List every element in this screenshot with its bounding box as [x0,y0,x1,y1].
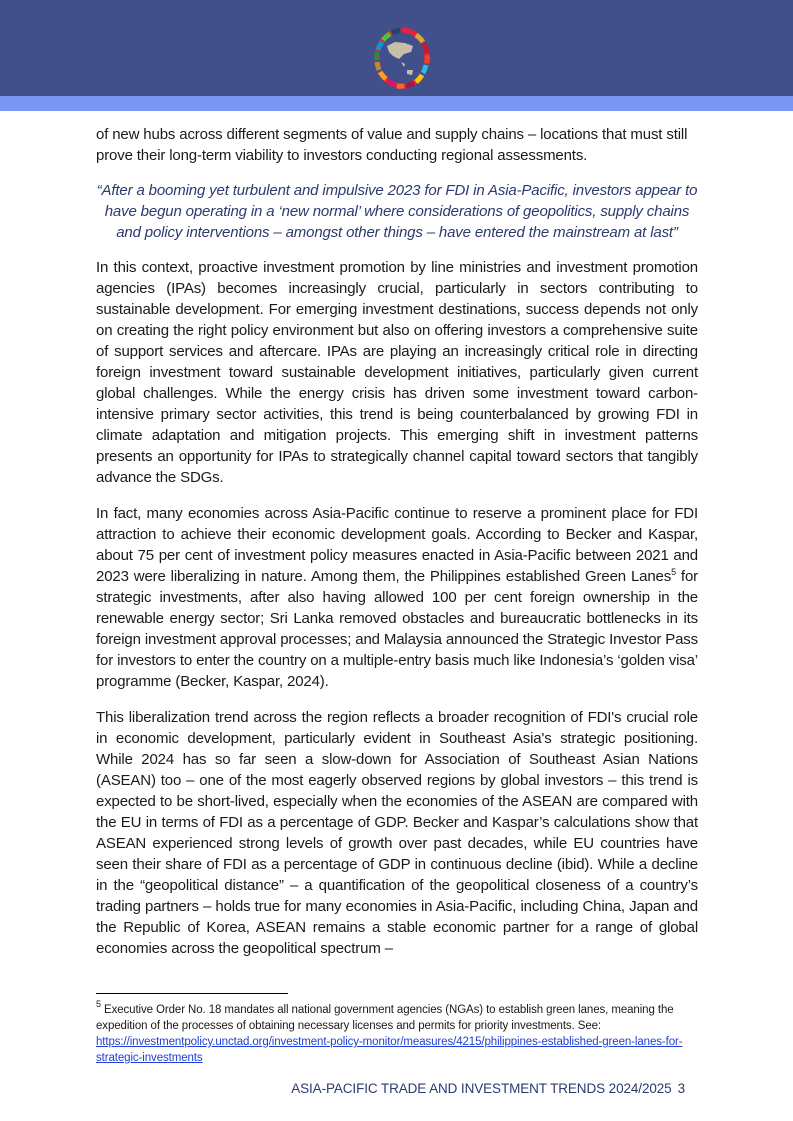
footnote-link[interactable]: https://investmentpolicy.unctad.org/investment-policy-monitor/measures/4215/philippines-established-green-lanes-for-strategic-investments [96,1036,683,1064]
paragraph-asean-trend: This liberalization trend across the region reflects a broader recognition of FDI's crucial role in economic development, particularly evident in Southeast Asia's strategic positioning. While 2024 has so far seen a slow-down for Association of Southeast Asian Nations (ASEAN) too – one of the most eagerly observed regions by global investors – this trend is expected to be short-lived, especially when the economies of the ASEAN are compared with the EU in terms of FDI as a percentage of GDP. Becker and Kaspar’s calculations show that ASEAN experienced strong levels of growth over past decades, while EU countries have seen their share of FDI as a percentage of GDP in continuous decline (ibid). While a decline in the “geopolitical distance” – a quantification of the geopolitical closeness of a country’s trading partners – holds true for many economies in Asia-Pacific, including China, Japan and the Republic of Korea, ASEAN remains a stable economic partner for a range of global economies across the geopolitical spectrum – [96,709,698,957]
asia-pacific-globe-sdg-ring-icon [371,26,433,90]
footnote-reference[interactable]: 5 [671,567,676,577]
intro-paragraph: of new hubs across different segments of value and supply chains – locations that must still prove their long-term viability to investors conducting regional assessments. [96,126,688,164]
paragraph-liberalizing-measures [96,503,698,692]
footnote-text: Executive Order No. 18 mandates all national government agencies (NGAs) to establish green lanes, meaning the expedition of the processes of obtaining necessary licenses and permits for priority investments. See: [96,1004,674,1032]
footnote-divider [96,993,288,994]
paragraph-ipa-context: In this context, proactive investment promotion by line ministries and investment promotion agencies (IPAs) becomes increasingly crucial, particularly in sectors contributing to sustainable development. For emerging investment destinations, success depends not only on creating the right policy environment but also on offering investors a comprehensive suite of support services and aftercare. IPAs are playing an increasingly critical role in directing foreign investment toward sustainable development initiatives, particularly given current global challenges. While the energy crisis has driven some investment toward carbon-intensive primary sector activities, this trend is being counterbalanced by growing FDI in climate adaptation and mitigation projects. This emerging shift in investment patterns presents an opportunity for IPAs to strategically channel capital toward sectors that tangibly advance the SDGs. [96,259,698,486]
footnote-marker: 5 [96,999,101,1009]
pull-quote: “After a booming yet turbulent and impulsive 2023 for FDI in Asia-Pacific, investors appear to have begun operating in a ‘new normal’ where considerations of geopolitics, supply chains and policy interventions – amongst other things – have entered the mainstream at last” [96,182,698,241]
paragraph-text-after-ref: for strategic investments, after also having allowed 100 per cent foreign ownership in the renewable energy sector; Sri Lanka removed obstacles and bureaucratic bottlenecks in its foreign investment approval processes; and Malaysia announced the Strategic Investor Pass for investors to enter the country on a multiple-entry basis much like Indonesia’s ‘golden visa’ programme (Becker, Kaspar, 2024). [96,568,698,690]
header-stripe [0,96,793,111]
paragraph-text-before-ref: In fact, many economies across Asia-Pacific continue to reserve a prominent place for FDI attraction to achieve their economic development goals. According to Becker and Kaspar, about 75 per cent of investment policy measures enacted in Asia-Pacific between 2021 and 2023 were liberalizing in nature. Among them, the Philippines established Green Lanes [96,505,698,585]
running-title: ASIA-PACIFIC TRADE AND INVESTMENT TRENDS 2024/2025 [291,1081,672,1096]
header-band [0,0,793,96]
page-body [96,124,698,959]
page-footer [291,1081,685,1096]
footnote [96,999,698,1066]
page-number: 3 [677,1081,685,1096]
